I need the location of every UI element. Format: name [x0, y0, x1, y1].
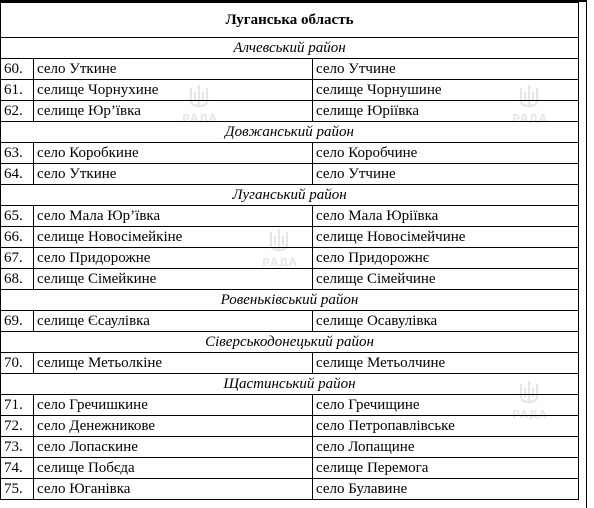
- renaming-table: [0, 2, 579, 500]
- region-title: Луганська область: [1, 3, 579, 38]
- new-name-cell: село Лопащине: [313, 437, 579, 458]
- table-row: [1, 227, 579, 248]
- table-body: [1, 3, 579, 500]
- watermark-label: РАДА: [262, 256, 297, 269]
- old-name-cell: село Коробкине: [34, 143, 313, 164]
- row-number: 64.: [1, 164, 34, 185]
- row-number: 65.: [1, 206, 34, 227]
- old-name-cell: село Гречишкине: [34, 395, 313, 416]
- old-name-cell: село Придорожне: [34, 248, 313, 269]
- watermark-label: РАДА: [512, 112, 547, 125]
- table-row: [1, 101, 579, 122]
- page-edge-line: [586, 0, 587, 508]
- old-name-cell: селище Єсаулівка: [34, 311, 313, 332]
- old-name-cell: селище Побєда: [34, 458, 313, 479]
- new-name-cell: селище Перемога: [313, 458, 579, 479]
- table-row: [1, 458, 579, 479]
- district-header-row: [1, 122, 579, 143]
- table-row: [1, 353, 579, 374]
- table-row: [1, 311, 579, 332]
- old-name-cell: село Юганівка: [34, 479, 313, 500]
- row-number: 67.: [1, 248, 34, 269]
- new-name-cell: село Утчине: [313, 164, 579, 185]
- row-number: 62.: [1, 101, 34, 122]
- table-row: [1, 59, 579, 80]
- watermark-label: РАДА: [512, 408, 547, 421]
- table-row: [1, 416, 579, 437]
- district-name: Довжанський район: [1, 122, 579, 143]
- district-name: Луганський район: [1, 185, 579, 206]
- new-name-cell: село Мала Юріївка: [313, 206, 579, 227]
- district-name: Сіверськодонецький район: [1, 332, 579, 353]
- district-name: Щастинський район: [1, 374, 579, 395]
- row-number: 60.: [1, 59, 34, 80]
- new-name-cell: селище Осавулівка: [313, 311, 579, 332]
- row-number: 71.: [1, 395, 34, 416]
- old-name-cell: село Мала Юр’ївка: [34, 206, 313, 227]
- table-row: [1, 437, 579, 458]
- table-row: [1, 143, 579, 164]
- district-name: Ровеньківський район: [1, 290, 579, 311]
- new-name-cell: селище Новосімейчине: [313, 227, 579, 248]
- old-name-cell: селище Юр’ївка: [34, 101, 313, 122]
- new-name-cell: селище Метьолчине: [313, 353, 579, 374]
- row-number: 69.: [1, 311, 34, 332]
- table-row: [1, 206, 579, 227]
- district-header-row: [1, 290, 579, 311]
- old-name-cell: селище Метьолкіне: [34, 353, 313, 374]
- old-name-cell: село Уткине: [34, 164, 313, 185]
- new-name-cell: селище Чорнушине: [313, 80, 579, 101]
- new-name-cell: селище Юріївка: [313, 101, 579, 122]
- table-row: [1, 269, 579, 290]
- new-name-cell: селище Сімейчине: [313, 269, 579, 290]
- row-number: 72.: [1, 416, 34, 437]
- table-row: [1, 80, 579, 101]
- new-name-cell: село Придорожнє: [313, 248, 579, 269]
- table-row: [1, 479, 579, 500]
- old-name-cell: село Лопаскине: [34, 437, 313, 458]
- new-name-cell: село Утчине: [313, 59, 579, 80]
- row-number: 66.: [1, 227, 34, 248]
- old-name-cell: селище Чорнухине: [34, 80, 313, 101]
- old-name-cell: село Денежникове: [34, 416, 313, 437]
- district-header-row: [1, 374, 579, 395]
- watermark-label: РАДА: [182, 112, 217, 125]
- new-name-cell: село Булавине: [313, 479, 579, 500]
- district-name: Алчевський район: [1, 38, 579, 59]
- row-number: 70.: [1, 353, 34, 374]
- new-name-cell: село Коробчине: [313, 143, 579, 164]
- table-row: [1, 164, 579, 185]
- row-number: 68.: [1, 269, 34, 290]
- row-number: 61.: [1, 80, 34, 101]
- row-number: 75.: [1, 479, 34, 500]
- row-number: 73.: [1, 437, 34, 458]
- district-header-row: [1, 332, 579, 353]
- district-header-row: [1, 185, 579, 206]
- old-name-cell: село Уткине: [34, 59, 313, 80]
- new-name-cell: село Петропавлівське: [313, 416, 579, 437]
- row-number: 63.: [1, 143, 34, 164]
- new-name-cell: село Гречищине: [313, 395, 579, 416]
- district-header-row: [1, 38, 579, 59]
- table-row: [1, 395, 579, 416]
- table-row: [1, 248, 579, 269]
- row-number: 74.: [1, 458, 34, 479]
- old-name-cell: селище Сімейкине: [34, 269, 313, 290]
- old-name-cell: селище Новосімейкіне: [34, 227, 313, 248]
- region-title-row: [1, 3, 579, 38]
